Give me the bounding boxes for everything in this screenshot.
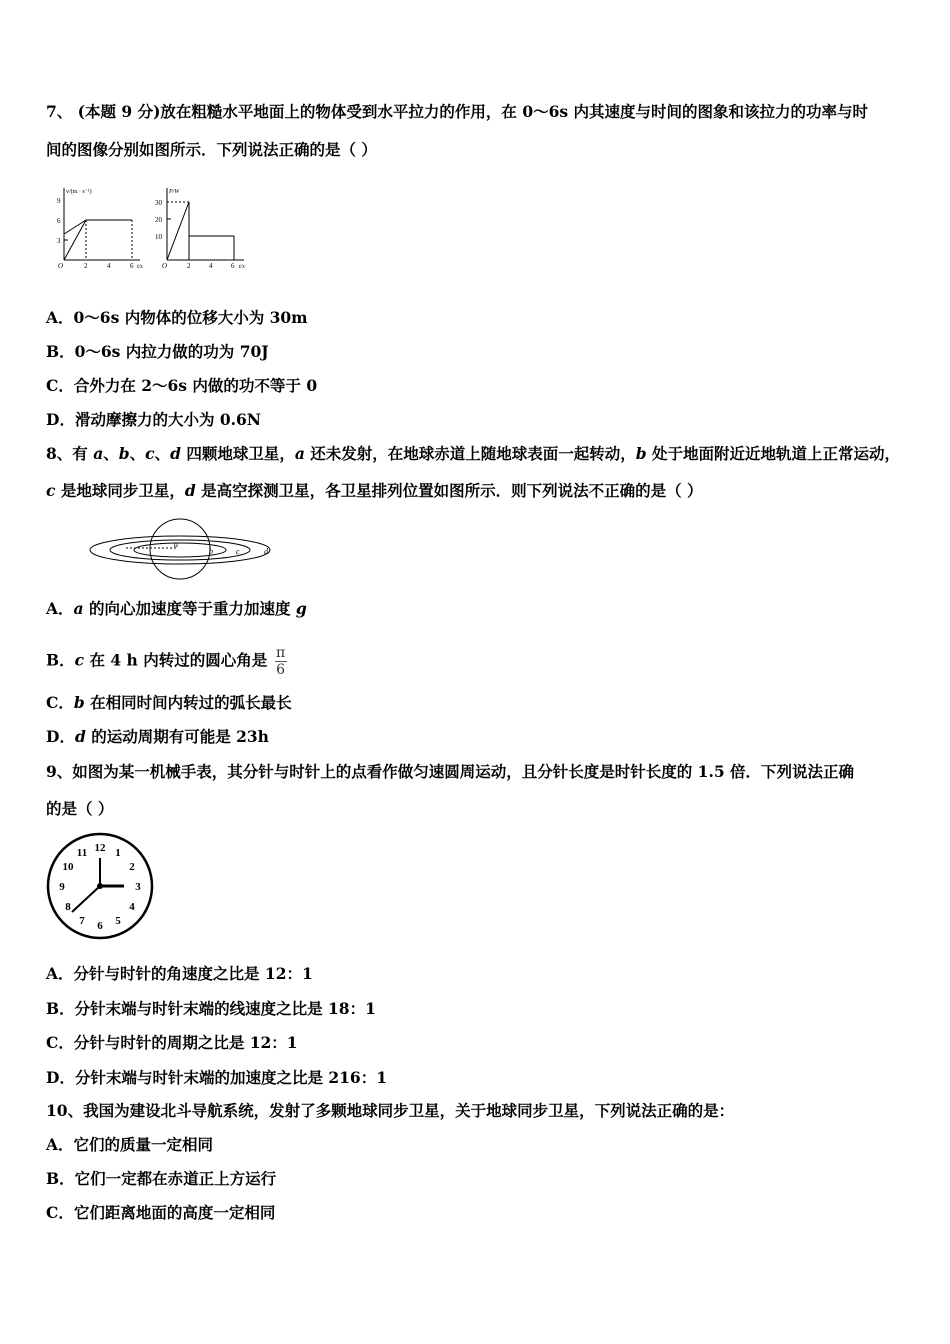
clock-num-7: 7 (79, 915, 85, 927)
v-t-tick-2: 2 (84, 262, 88, 270)
clock-num-1: 1 (115, 847, 121, 859)
q9-option-a[interactable]: A．分针与时针的角速度之比是 12：1 (46, 964, 313, 983)
v-tick-3: 3 (57, 237, 61, 245)
p-t-tick-2: 2 (187, 262, 191, 270)
q7-option-d[interactable]: D．滑动摩擦力的大小为 0.6N (46, 410, 261, 429)
clock-num-2: 2 (129, 861, 135, 873)
clock-num-11: 11 (76, 847, 88, 859)
q9-option-c[interactable]: C．分针与时针的周期之比是 12：1 (46, 1033, 298, 1052)
clock-num-6: 6 (97, 920, 103, 932)
clock-num-10: 10 (62, 861, 74, 873)
p-tick-10: 10 (155, 233, 162, 241)
velocity-time-graph (64, 188, 140, 260)
p-t-tick-6: 6 (231, 262, 235, 270)
clock-num-3: 3 (135, 881, 141, 893)
q10-option-c[interactable]: C．它们距离地面的高度一定相同 (46, 1203, 276, 1222)
v-t-tick-6: 6 (130, 262, 134, 270)
satellite-label-b: b (209, 547, 213, 556)
q8-stem-line1: 8、有 a、b、c、d 四颗地球卫星，a 还未发射，在地球赤道上随地球表面一起转动，b 处于地面附近近地轨道上正常运动， (46, 444, 901, 463)
pi-over-six-fraction: $\frac{\pi}{6}$ (276, 645, 286, 678)
q9-clock-figure (44, 830, 158, 940)
clock-num-5: 5 (115, 915, 121, 927)
clock-num-8: 8 (65, 901, 71, 913)
q7-option-b[interactable]: B．0～6s 内拉力做的功为 70J (46, 342, 269, 361)
q7-option-a[interactable]: A．0～6s 内物体的位移大小为 30m (46, 308, 308, 327)
q8-stem-line2: c 是地球同步卫星，d 是高空探测卫星，各卫星排列位置如图所示．则下列说法不正确的是（ ） (46, 481, 703, 500)
q10-option-a[interactable]: A．它们的质量一定相同 (46, 1135, 214, 1154)
q10-stem-line1: 10、我国为建设北斗导航系统，发射了多颗地球同步卫星，关于地球同步卫星，下列说法正确的是： (46, 1101, 735, 1120)
v-origin: O (58, 262, 64, 270)
q10-option-b[interactable]: B．它们一定都在赤道正上方运行 (46, 1169, 277, 1188)
q9-stem-line2: 的是（ ） (46, 799, 114, 818)
q8-orbits-figure (46, 514, 278, 582)
p-t-axis-label: t/s (239, 264, 245, 270)
q8-option-b[interactable]: B．c 在 4 h 内转过的圆心角是 $\frac{\pi}{6}$ (46, 645, 286, 678)
v-t-tick-4: 4 (107, 262, 111, 270)
p-axis-label: P/W (169, 189, 180, 195)
clock-num-4: 4 (129, 901, 135, 913)
power-time-graph (167, 188, 244, 260)
q7-stem-line1: 7、 (本题 9 分)放在粗糙水平地面上的物体受到水平拉力的作用，在 0～6s 内其速度与时间的图象和该拉力的功率与时 (46, 102, 869, 121)
p-tick-30: 30 (155, 199, 162, 207)
clock-num-12: 12 (94, 842, 106, 854)
v-tick-9: 9 (57, 197, 61, 205)
earth-circle (150, 519, 210, 579)
p-t-tick-4: 4 (209, 262, 213, 270)
q7-option-c[interactable]: C．合外力在 2～6s 内做的功不等于 0 (46, 376, 318, 395)
q7-graphs-figure (54, 184, 254, 270)
q9-stem-line1: 9、如图为某一机械手表，其分针与时针上的点看作做匀速圆周运动，且分针长度是时针长度的 1.5 倍．下列说法正确 (46, 762, 855, 781)
q7-stem-line2: 间的图像分别如图所示．下列说法正确的是（ ） (46, 140, 377, 159)
v-t-axis-label: t/s (137, 264, 143, 270)
satellite-label-d: d (264, 547, 268, 556)
v-axis-label: v/(m · s⁻¹) (66, 189, 92, 195)
p-tick-20: 20 (155, 216, 162, 224)
clock-second-hand (72, 886, 100, 912)
q9-option-d[interactable]: D．分针末端与时针末端的加速度之比是 216：1 (46, 1068, 387, 1087)
satellite-label-a: a (174, 540, 178, 549)
q8-option-a[interactable]: A．a 的向心加速度等于重力加速度 g (46, 599, 307, 618)
satellite-label-c: c (236, 547, 240, 556)
v-tick-6: 6 (57, 217, 61, 225)
q8-option-c[interactable]: C．b 在相同时间内转过的弧长最长 (46, 693, 292, 712)
q9-option-b[interactable]: B．分针末端与时针末端的线速度之比是 18：1 (46, 999, 376, 1018)
q8-option-d[interactable]: D．d 的运动周期有可能是 23h (46, 727, 269, 746)
p-origin: O (162, 262, 168, 270)
clock-num-9: 9 (59, 881, 65, 893)
